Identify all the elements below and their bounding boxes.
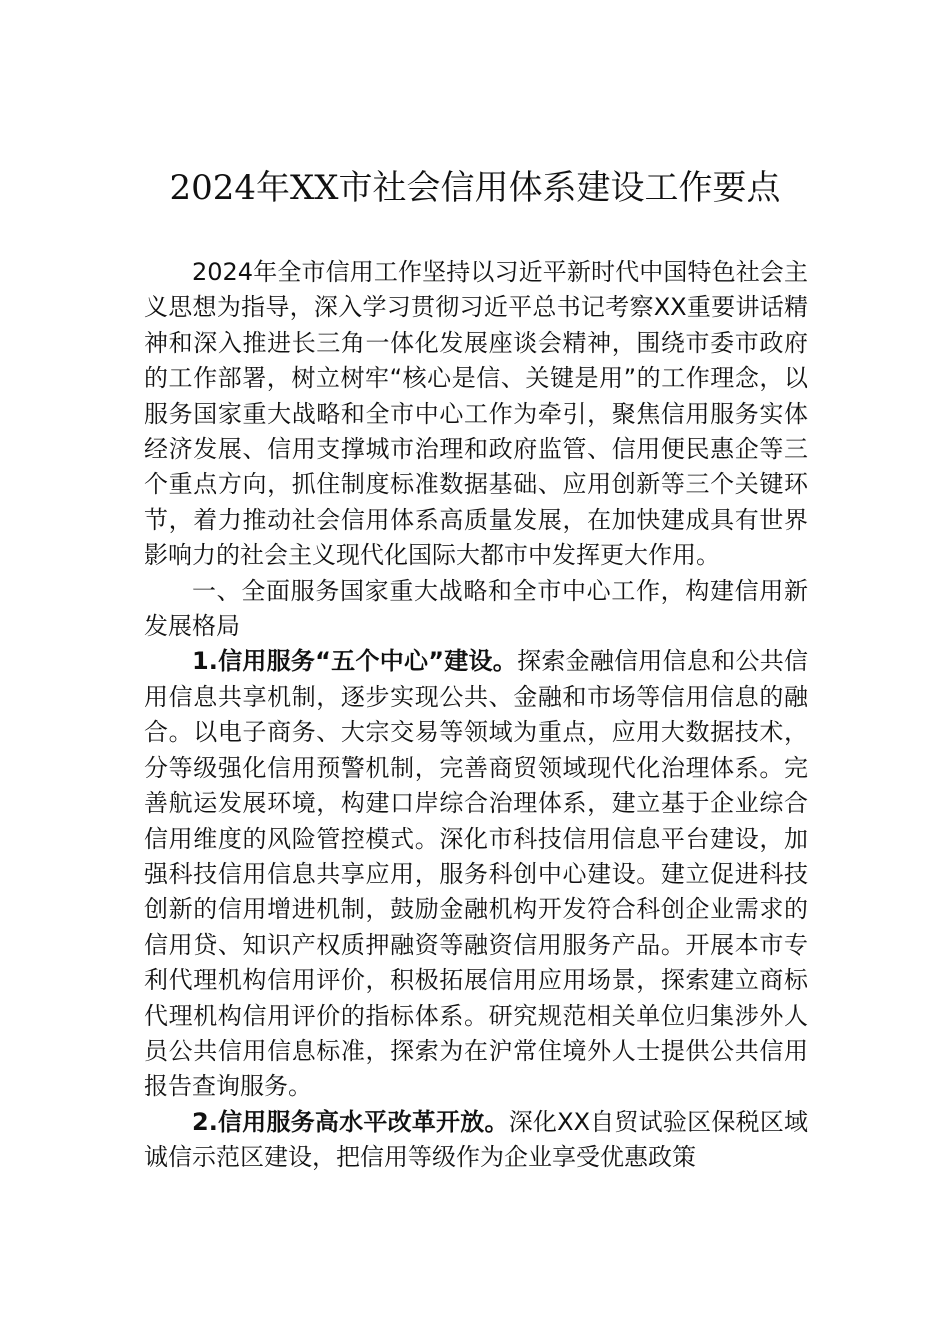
item-2-text: 深化XX自贸试验区保税区域诚信示范区建设，把信用等级作为企业享受优惠政策 xyxy=(144,1107,808,1172)
section-heading: 一、全面服务国家重大战略和全市中心工作，构建信用新发展格局 xyxy=(144,576,808,641)
item-2-lead: 2.信用服务高水平改革开放。 xyxy=(192,1107,509,1136)
item-1-paragraph xyxy=(144,644,808,1104)
document-title: 2024年XX市社会信用体系建设工作要点 xyxy=(169,168,781,208)
item-2-paragraph xyxy=(144,1105,808,1176)
document-body xyxy=(144,255,808,1176)
item-1-text: 探索金融信用信息和公共信用信息共享机制，逐步实现公共、金融和市场等信用信息的融合。以电子商务、大宗交易等领域为重点，应用大数据技术，分等级强化信用预警机制，完善商贸领域现代化治理体系。完善航运发展环境，构建口岸综合治理体系，建立基于企业综合信用维度的风险管控模式。深化市科技信用信息平台建设，加强科技信用信息共享应用，服务科创中心建设。建立促进科技创新的信用增进机制，鼓励金融机构开发符合科创企业需求的信用贷、知识产权质押融资等融资信用服务产品。开展本市专利代理机构信用评价，积极拓展信用应用场景，探索建立商标代理机构信用评价的指标体系。研究规范相关单位归集涉外人员公共信用信息标准，探索为在沪常住境外人士提供公共信用报告查询服务。 xyxy=(144,647,808,1101)
item-1-lead: 1.信用服务“五个中心”建设。 xyxy=(192,647,518,676)
intro-paragraph: 2024年全市信用工作坚持以习近平新时代中国特色社会主义思想为指导，深入学习贯彻习近平总书记考察XX重要讲话精神和深入推进长三角一体化发展座谈会精神，围绕市委市政府的工作部署，树立树牢“核心是信、关键是用”的工作理念，以服务国家重大战略和全市中心工作为牵引，聚焦信用服务实体经济发展、信用支撑城市治理和政府监管、信用便民惠企等三个重点方向，抓住制度标准数据基础、应用创新等三个关键环节，着力推动社会信用体系高质量发展，在加快建成具有世界影响力的社会主义现代化国际大都市中发挥更大作用。 xyxy=(144,258,808,570)
